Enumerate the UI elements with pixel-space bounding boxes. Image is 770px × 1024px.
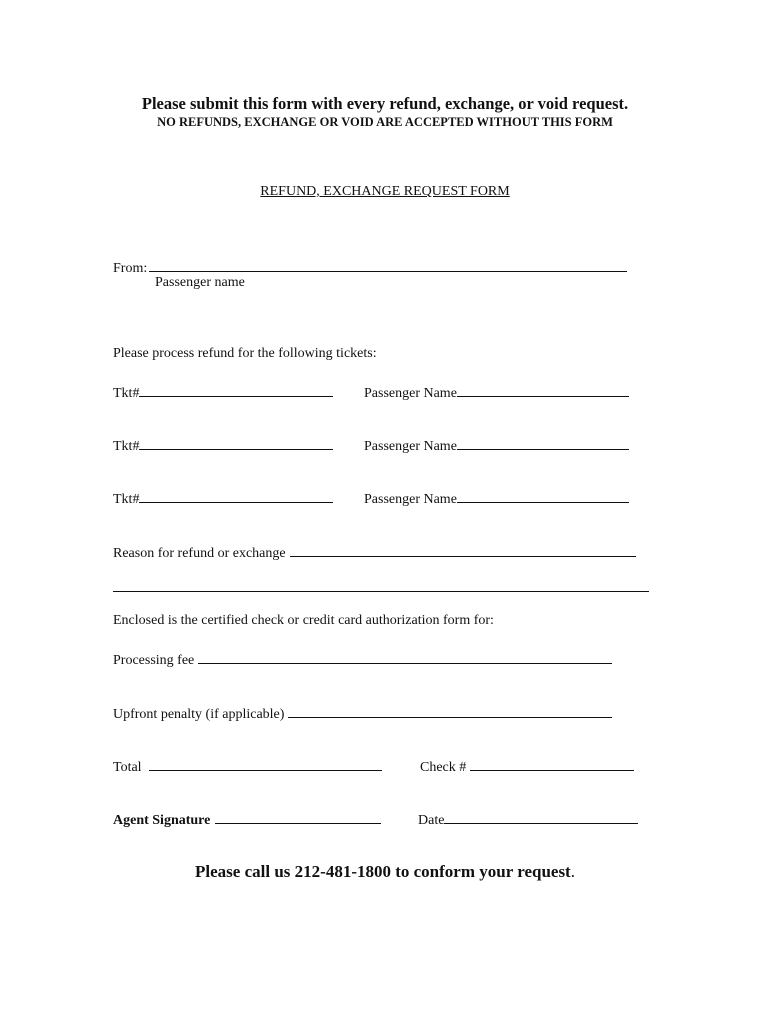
upfront-penalty-blank[interactable] <box>288 703 612 718</box>
ticket-label: Tkt# <box>113 492 140 507</box>
ticket-blank[interactable] <box>139 382 333 397</box>
date-label: Date <box>418 813 445 828</box>
passenger-name-field-1[interactable] <box>364 382 629 402</box>
processing-fee-label: Processing fee <box>113 653 195 668</box>
agent-signature-label: Agent Signature <box>113 813 211 828</box>
ticket-label: Tkt# <box>113 439 140 454</box>
from-field[interactable] <box>113 257 627 277</box>
processing-fee-blank[interactable] <box>198 649 612 664</box>
processing-fee-field[interactable] <box>113 649 612 669</box>
call-message: Please call us 212-481-1800 to conform your request <box>195 862 571 881</box>
passenger-name-blank[interactable] <box>457 382 629 397</box>
ticket-number-field-2[interactable] <box>113 435 333 455</box>
check-label: Check # <box>420 760 467 775</box>
date-field[interactable] <box>418 809 638 829</box>
reason-label: Reason for refund or exchange <box>113 546 286 561</box>
from-sublabel: Passenger name <box>155 275 245 290</box>
agent-signature-blank[interactable] <box>215 809 381 824</box>
total-blank[interactable] <box>149 756 382 771</box>
passenger-name-field-2[interactable] <box>364 435 629 455</box>
form-title: REFUND, EXCHANGE REQUEST FORM <box>260 184 510 199</box>
ticket-label: Tkt# <box>113 386 140 401</box>
passenger-name-label: Passenger Name <box>364 439 457 454</box>
footer-call-text <box>0 862 770 882</box>
passenger-name-blank[interactable] <box>457 435 629 450</box>
from-label: From: <box>113 261 148 276</box>
check-number-field[interactable] <box>420 756 634 776</box>
from-blank[interactable] <box>149 257 627 272</box>
reason-field[interactable] <box>113 542 636 562</box>
form-header-title: Please submit this form with every refund, exchange, or void request. <box>141 94 629 113</box>
ticket-number-field-1[interactable] <box>113 382 333 402</box>
ticket-blank[interactable] <box>139 488 333 503</box>
reason-blank[interactable] <box>290 542 636 557</box>
reason-continuation-line[interactable] <box>113 591 649 592</box>
passenger-name-field-3[interactable] <box>364 488 629 508</box>
agent-signature-field[interactable] <box>113 809 381 829</box>
date-blank[interactable] <box>444 809 638 824</box>
passenger-name-label: Passenger Name <box>364 386 457 401</box>
upfront-penalty-label: Upfront penalty (if applicable) <box>113 707 285 722</box>
ticket-number-field-3[interactable] <box>113 488 333 508</box>
call-period: . <box>570 862 575 881</box>
form-header-notice: NO REFUNDS, EXCHANGE OR VOID ARE ACCEPTED WITHOUT THIS FORM <box>157 115 613 129</box>
total-field[interactable] <box>113 756 382 776</box>
enclosed-text: Enclosed is the certified check or credit card authorization form for: <box>113 613 494 628</box>
total-label: Total <box>113 760 142 775</box>
passenger-name-label: Passenger Name <box>364 492 457 507</box>
ticket-blank[interactable] <box>139 435 333 450</box>
upfront-penalty-field[interactable] <box>113 703 612 723</box>
check-blank[interactable] <box>470 756 634 771</box>
tickets-intro: Please process refund for the following tickets: <box>113 346 377 361</box>
passenger-name-blank[interactable] <box>457 488 629 503</box>
